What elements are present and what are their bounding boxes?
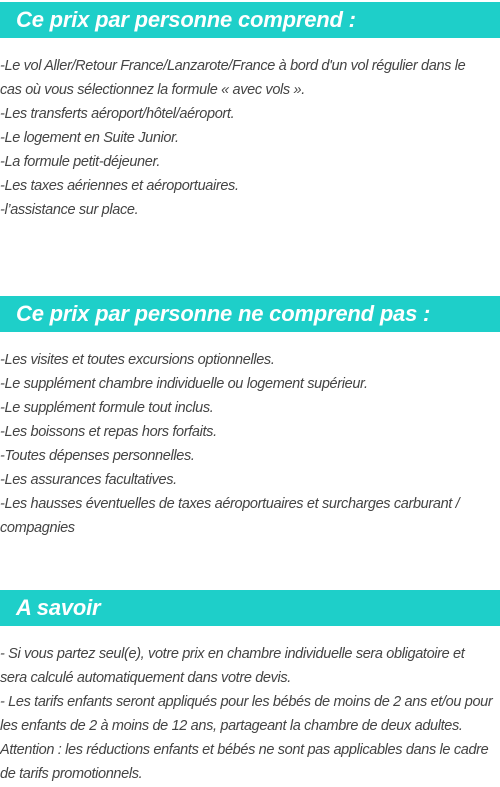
text-line: -Les hausses éventuelles de taxes aéroportuaires et surcharges carburant /	[0, 496, 460, 512]
text-line: -Le supplément formule tout inclus.	[0, 400, 214, 416]
text-line: -Toutes dépenses personnelles.	[0, 448, 195, 464]
text-line: -Les transferts aéroport/hôtel/aéroport.	[0, 106, 235, 122]
section-body	[0, 54, 500, 222]
text-line: les enfants de 2 à moins de 12 ans, partageant la chambre de deux adultes.	[0, 718, 463, 734]
section-banner	[0, 2, 500, 38]
section-title: Ce prix par personne comprend :	[16, 7, 356, 32]
section-good-to-know	[0, 590, 500, 786]
text-line: -Les taxes aériennes et aéroportuaires.	[0, 178, 239, 194]
section-price-excludes	[0, 296, 500, 540]
text-line: -l’assistance sur place.	[0, 202, 139, 218]
text-line: -La formule petit-déjeuner.	[0, 154, 161, 170]
text-line: -Le vol Aller/Retour France/Lanzarote/France à bord d'un vol régulier dans le	[0, 58, 466, 74]
section-banner	[0, 296, 500, 332]
text-line: Attention : les réductions enfants et bébés ne sont pas applicables dans le cadre	[0, 742, 489, 758]
text-line: -Les visites et toutes excursions optionnelles.	[0, 352, 275, 368]
section-banner	[0, 590, 500, 626]
text-line: -Les boissons et repas hors forfaits.	[0, 424, 217, 440]
section-body	[0, 642, 500, 786]
section-title: A savoir	[16, 595, 101, 620]
text-line: - Les tarifs enfants seront appliqués pour les bébés de moins de 2 ans et/ou pour	[0, 694, 493, 710]
text-line: sera calculé automatiquement dans votre devis.	[0, 670, 291, 686]
text-line: de tarifs promotionnels.	[0, 766, 143, 782]
section-title: Ce prix par personne ne comprend pas :	[16, 301, 431, 326]
section-body	[0, 348, 500, 540]
text-line: -Le supplément chambre individuelle ou logement supérieur.	[0, 376, 368, 392]
text-line: compagnies	[0, 520, 75, 536]
text-line: -Le logement en Suite Junior.	[0, 130, 179, 146]
text-line: cas où vous sélectionnez la formule « avec vols ».	[0, 82, 305, 98]
text-line: -Les assurances facultatives.	[0, 472, 177, 488]
section-price-includes	[0, 2, 500, 222]
text-line: - Si vous partez seul(e), votre prix en chambre individuelle sera obligatoire et	[0, 646, 465, 662]
